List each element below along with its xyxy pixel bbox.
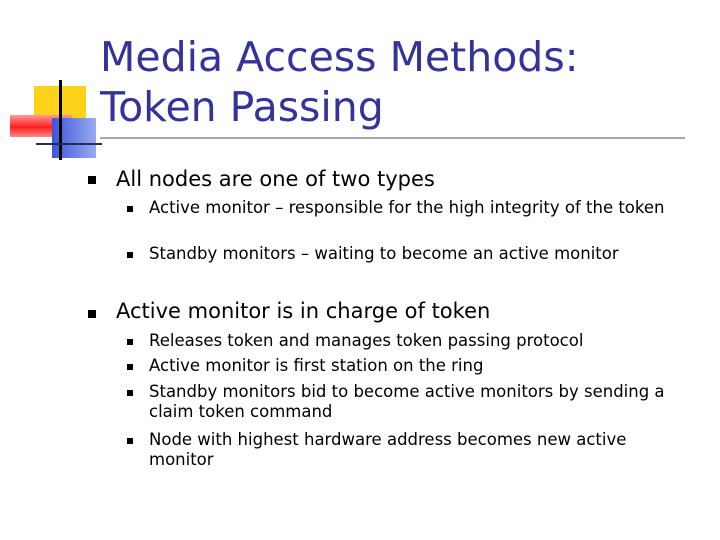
sub-bullet-marker [127, 438, 133, 444]
sub-bullet-text: Standby monitors – waiting to become an active monitor [149, 244, 619, 263]
sub-bullet-marker [127, 252, 133, 258]
sub-bullet-marker [127, 206, 133, 212]
sub-bullet-text: Releases token and manages token passing protocol [149, 331, 584, 350]
sub-bullet-marker [127, 364, 133, 370]
bullet-text: All nodes are one of two types [116, 167, 435, 191]
bullet-marker [88, 310, 96, 318]
slide-title: Media Access Methods: Token Passing [100, 33, 579, 131]
bullet-marker [88, 176, 96, 184]
title-underline [100, 137, 685, 139]
decor-vertical-line [59, 80, 62, 160]
sub-bullet-marker [127, 339, 133, 345]
sub-bullet-marker [127, 390, 133, 396]
sub-bullet-text: Active monitor – responsible for the high integrity of the token [149, 198, 665, 217]
decor-horizontal-line [36, 143, 102, 145]
sub-bullet-text: Standby monitors bid to become active monitors by sending a claim token command [149, 382, 665, 421]
bullet-text: Active monitor is in charge of token [116, 299, 491, 323]
sub-bullet-text: Node with highest hardware address becomes new active monitor [149, 430, 627, 469]
sub-bullet-text: Active monitor is first station on the ring [149, 356, 484, 375]
